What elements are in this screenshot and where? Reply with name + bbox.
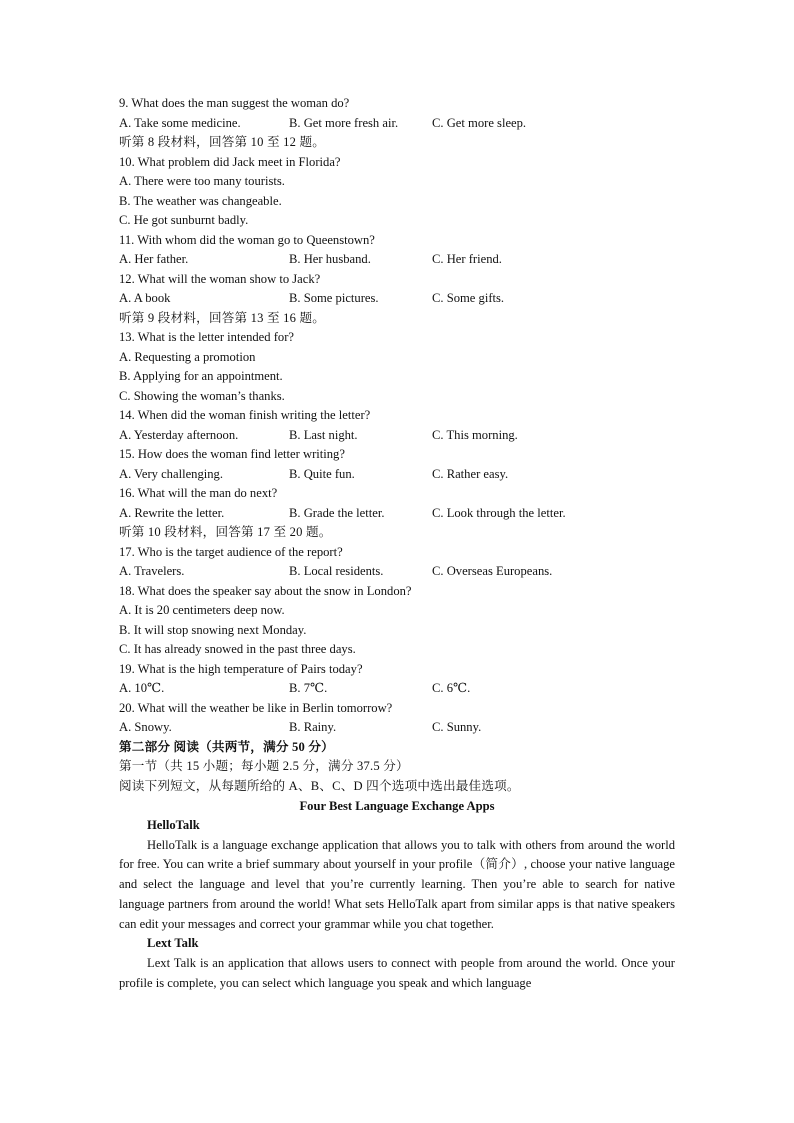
question-line: 13. What is the letter intended for? bbox=[119, 330, 294, 344]
question-line: B. The weather was changeable. bbox=[119, 193, 282, 208]
question-line: 11. With whom did the woman go to Queenstown? bbox=[119, 232, 375, 247]
section-direction: 听第 8 段材料，回答第 10 至 12 题。 bbox=[119, 135, 326, 149]
options-row bbox=[119, 465, 675, 485]
hellotalk-heading: HelloTalk bbox=[147, 818, 200, 832]
options-row bbox=[119, 504, 675, 524]
question-line: C. Showing the woman’s thanks. bbox=[119, 388, 285, 403]
option-a: A. A book bbox=[119, 291, 171, 305]
question-line: A. There were too many tourists. bbox=[119, 174, 285, 188]
option-c: C. Overseas Europeans. bbox=[432, 564, 553, 578]
option-c: C. Get more sleep. bbox=[432, 115, 527, 130]
question-line: C. It has already snowed in the past three days. bbox=[119, 642, 356, 656]
question-line: 15. How does the woman find letter writing? bbox=[119, 447, 345, 461]
option-b: B. Her husband. bbox=[289, 252, 371, 266]
option-b: B. Get more fresh air. bbox=[289, 115, 399, 130]
options-row bbox=[119, 718, 675, 738]
listening-questions bbox=[119, 94, 675, 738]
option-c: C. Look through the letter. bbox=[432, 505, 566, 520]
option-c: C. Some gifts. bbox=[432, 291, 505, 305]
options-row bbox=[119, 562, 675, 582]
exam-page bbox=[119, 94, 675, 994]
option-b: B. Some pictures. bbox=[289, 291, 379, 305]
question-line: 12. What will the woman show to Jack? bbox=[119, 271, 321, 286]
question-line: 14. When did the woman finish writing the letter? bbox=[119, 408, 371, 422]
option-b: B. 7℃. bbox=[289, 681, 328, 695]
question-line: 18. What does the speaker say about the snow in London? bbox=[119, 583, 412, 598]
part-heading: 第二部分 阅读（共两节，满分 50 分） bbox=[119, 739, 334, 754]
option-b: B. Last night. bbox=[289, 427, 358, 442]
option-a: A. 10℃. bbox=[119, 681, 165, 695]
question-line: 17. Who is the target audience of the report? bbox=[119, 544, 343, 559]
question-line: 10. What problem did Jack meet in Florida? bbox=[119, 154, 341, 169]
option-a: A. Snowy. bbox=[119, 720, 172, 734]
option-c: C. Sunny. bbox=[432, 720, 482, 734]
option-a: A. Yesterday afternoon. bbox=[119, 427, 239, 442]
option-b: B. Quite fun. bbox=[289, 466, 355, 481]
section-direction: 听第 9 段材料，回答第 13 至 16 题。 bbox=[119, 310, 326, 325]
option-b: B. Local residents. bbox=[289, 564, 384, 578]
lexttalk-heading: Lext Talk bbox=[147, 936, 199, 951]
question-line: A. Requesting a promotion bbox=[119, 349, 256, 364]
option-c: C. Rather easy. bbox=[432, 466, 509, 481]
option-b: B. Rainy. bbox=[289, 720, 337, 734]
options-row bbox=[119, 426, 675, 446]
question-line: A. It is 20 centimeters deep now. bbox=[119, 603, 285, 617]
question-line: 16. What will the man do next? bbox=[119, 486, 278, 500]
subsection-heading: 第一节（共 15 小题；每小题 2.5 分，满分 37.5 分） bbox=[119, 759, 409, 773]
option-c: C. Her friend. bbox=[432, 252, 502, 266]
section-direction: 听第 10 段材料，回答第 17 至 20 题。 bbox=[119, 525, 332, 539]
option-b: B. Grade the letter. bbox=[289, 505, 385, 520]
question-line: 9. What does the man suggest the woman do? bbox=[119, 96, 350, 110]
options-row bbox=[119, 679, 675, 699]
question-line: 20. What will the weather be like in Berlin tomorrow? bbox=[119, 700, 393, 715]
option-c: C. This morning. bbox=[432, 427, 518, 442]
reading-instruction: 阅读下列短文，从每题所给的 A、B、C、D 四个选项中选出最佳选项。 bbox=[119, 778, 520, 793]
question-line: 19. What is the high temperature of Pairs today? bbox=[119, 661, 363, 676]
option-a: A. Rewrite the letter. bbox=[119, 505, 225, 520]
option-a: A. Very challenging. bbox=[119, 466, 223, 481]
option-a: A. Travelers. bbox=[119, 564, 185, 578]
option-c: C. 6℃. bbox=[432, 681, 471, 695]
hellotalk-paragraph: HelloTalk is a language exchange application that allows you to talk with others from around the world for free. You can write a brief summary about yourself in your profile（简介）, choose your native language and select the language and level that you’re currently learning. Then you’re able to search for native language partners from around the world! What sets HelloTalk apart from similar apps is that native speakers can edit your messages and correct your grammar while you chat together. bbox=[119, 837, 675, 931]
article-title: Four Best Language Exchange Apps bbox=[299, 799, 495, 813]
options-row bbox=[119, 250, 675, 270]
options-row bbox=[119, 114, 675, 134]
lexttalk-paragraph: Lext Talk is an application that allows users to connect with people from around the world. Once your profile is complete, you can select which language you speak and which language bbox=[119, 955, 675, 990]
option-a: A. Take some medicine. bbox=[119, 115, 241, 130]
options-row bbox=[119, 289, 675, 309]
option-a: A. Her father. bbox=[119, 252, 189, 266]
question-line: B. Applying for an appointment. bbox=[119, 369, 283, 383]
question-line: B. It will stop snowing next Monday. bbox=[119, 622, 307, 637]
question-line: C. He got sunburnt badly. bbox=[119, 213, 249, 227]
